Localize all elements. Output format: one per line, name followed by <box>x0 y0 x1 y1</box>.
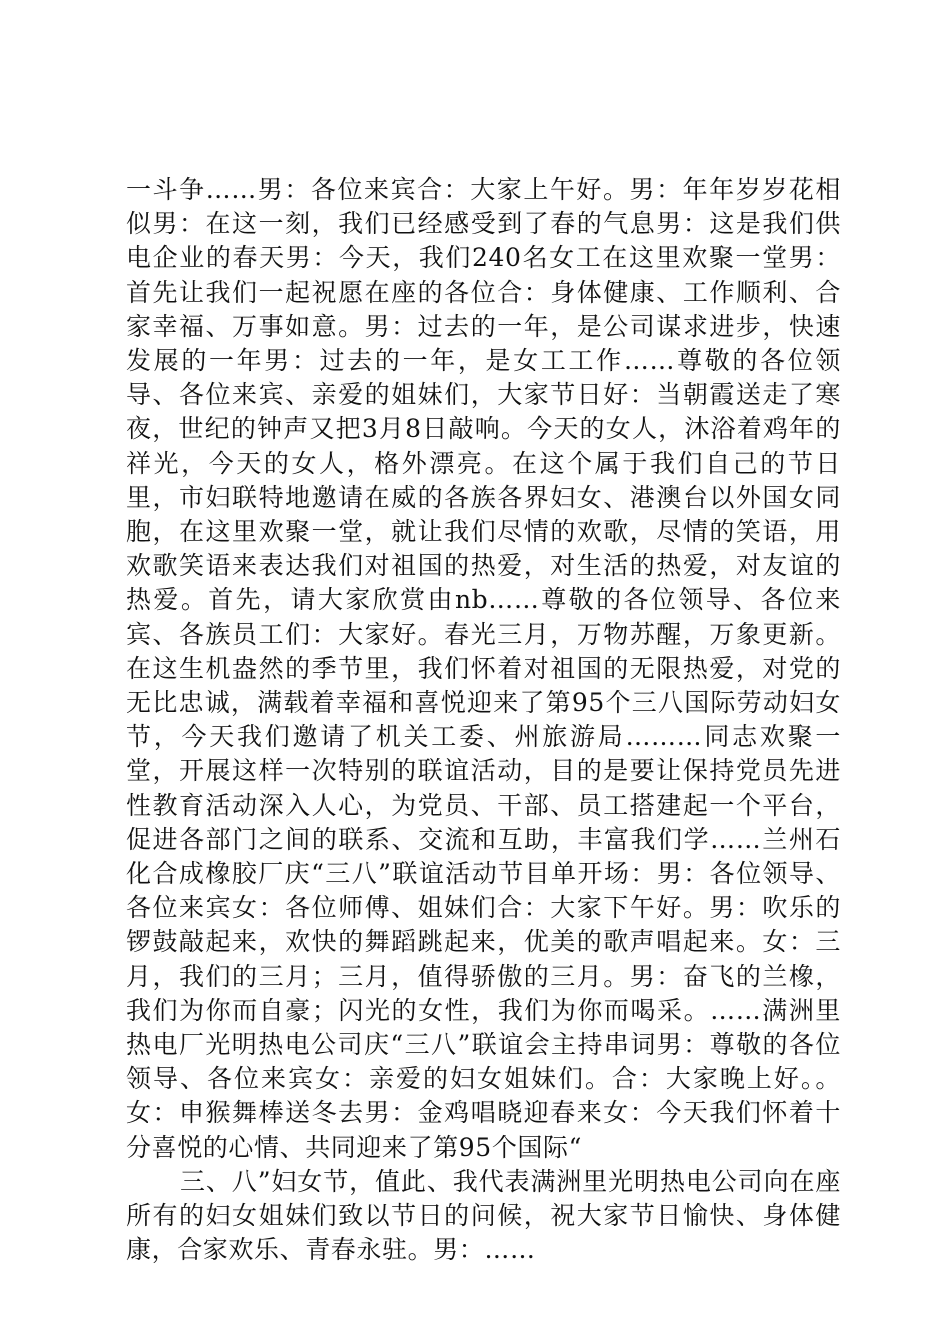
paragraph-2: 三、八”妇女节，值此、我代表满洲里光明热电公司向在座所有的妇女姐妹们致以节日的问候，祝大家节日愉快、身体健康，合家欢乐、青春永驻。男：…… <box>126 1166 841 1265</box>
document-body <box>126 173 841 1268</box>
paragraph-1: 一斗争……男：各位来宾合：大家上午好。男：年年岁岁花相似男：在这一刻，我们已经感受到了春的气息男：这是我们供电企业的春天男：今天，我们240名女工在这里欢聚一堂男：首先让我们一起祝愿在座的各位合：身体健康、工作顺利、合家幸福、万事如意。男：过去的一年，是公司谋求进步，快速发展的一年男：过去的一年，是女工工作……尊敬的各位领导、各位来宾、亲爱的姐妹们，大家节日好：当朝霞送走了寒夜，世纪的钟声又把3月8日敲响。今天的女人，沐浴着鸡年的祥光，今天的女人，格外漂亮。在这个属于我们自己的节日里，市妇联特地邀请在威的各族各界妇女、港澳台以外国女同胞，在这里欢聚一堂，就让我们尽情的欢歌，尽情的笑语，用欢歌笑语来表达我们对祖国的热爱，对生活的热爱，对友谊的热爱。首先，请大家欣赏由nb……尊敬的各位领导、各位来宾、各族员工们：大家好。春光三月，万物苏醒，万象更新。在这生机盎然的季节里，我们怀着对祖国的无限热爱，对党的无比忠诚，满载着幸福和喜悦迎来了第95个三八国际劳动妇女节，今天我们邀请了机关工委、州旅游局………同志欢聚一堂，开展这样一次特别的联谊活动，目的是要让保持党员先进性教育活动深入人心，为党员、干部、员工搭建起一个平台，促进各部门之间的联系、交流和互助，丰富我们学……兰州石化合成橡胶厂庆“三八”联谊活动节目单开场：男：各位领导、各位来宾女：各位师傅、姐妹们合：大家下午好。男：吹乐的锣鼓敲起来，欢快的舞蹈跳起来，优美的歌声唱起来。女：三月，我们的三月；三月，值得骄傲的三月。男：奋飞的兰橡，我们为你而自豪；闪光的女性，我们为你而喝采。……满洲里热电厂光明热电公司庆“三八”联谊会主持串词男：尊敬的各位领导、各位来宾女：亲爱的妇女姐妹们。合：大家晚上好。。女：申猴舞棒送冬去男：金鸡唱晓迎春来女：今天我们怀着十分喜悦的心情、共同迎来了第95个国际“ <box>126 175 841 1162</box>
